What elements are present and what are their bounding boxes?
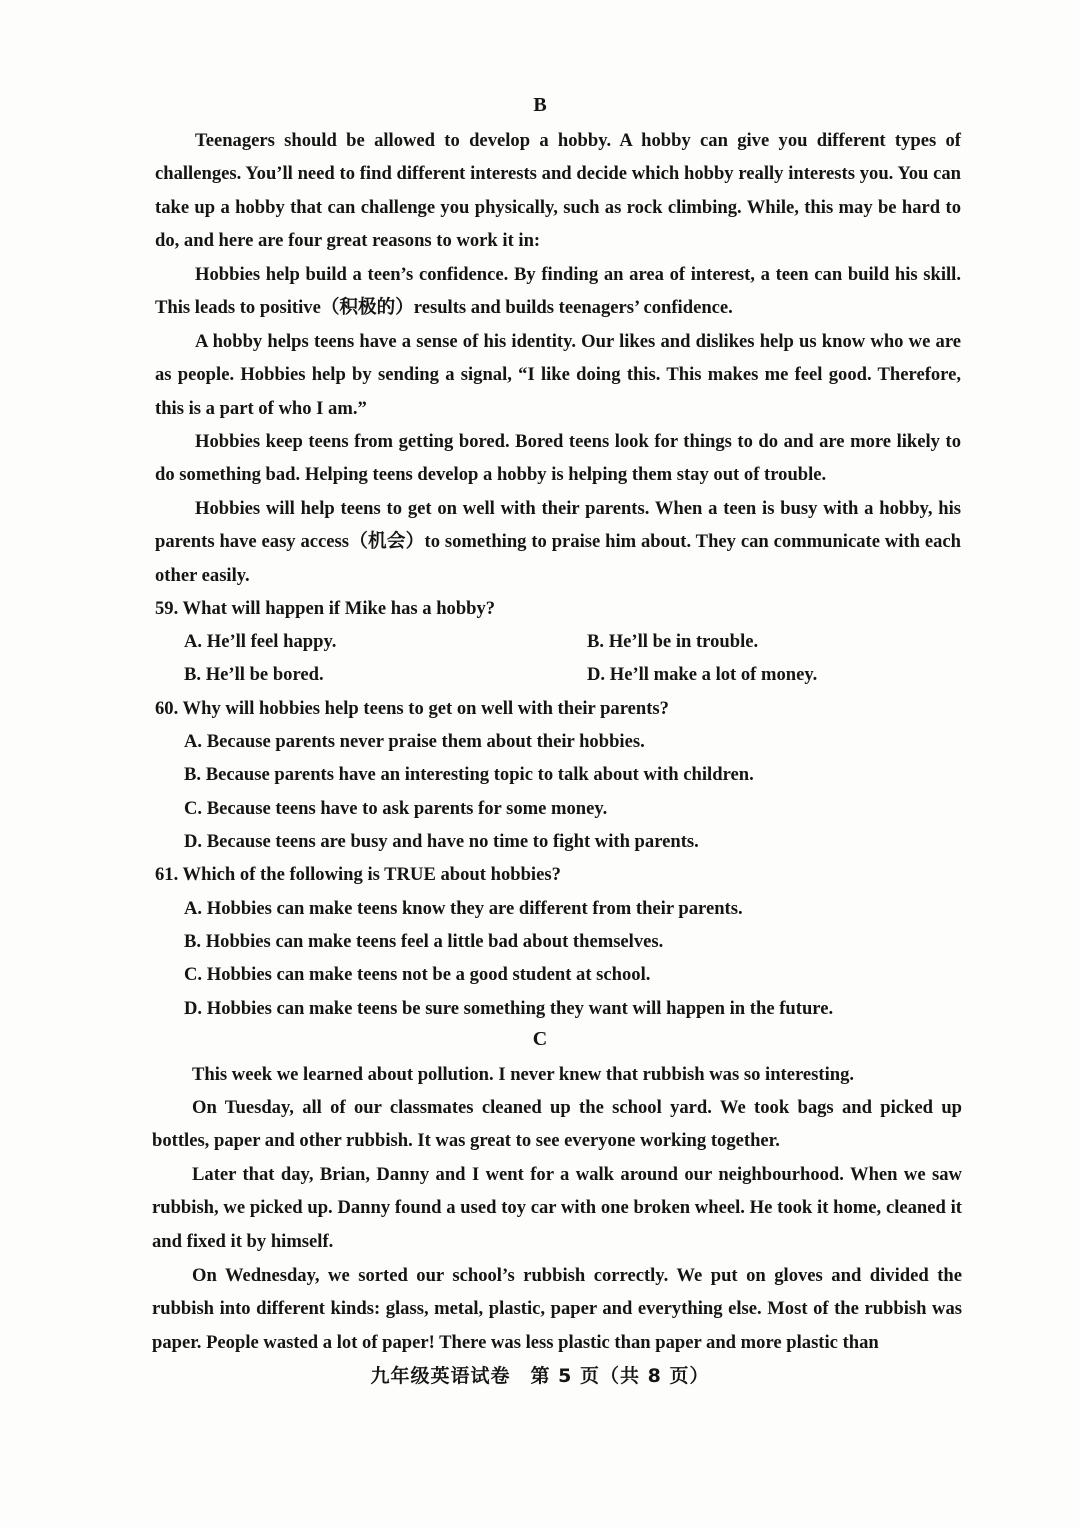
- question-60-stem: 60. Why will hobbies help teens to get on well with their parents?: [155, 698, 669, 719]
- question-61-option-d: D. Hobbies can make teens be sure something they want will happen in the future.: [184, 998, 834, 1019]
- question-61-option-a: A. Hobbies can make teens know they are different from their parents.: [184, 898, 743, 919]
- section-b-title: B: [533, 94, 547, 116]
- question-59-option-b-second: B. He’ll be bored.: [184, 664, 324, 685]
- section-b-paragraph-1: Teenagers should be allowed to develop a hobby. A hobby can give you different types of challenges. You’ll need to find different interests and decide which hobby really interests you. You can take up a hobby that can challenge you physically, such as rock climbing. While, this may be hard to do, and here are four great reasons to work it in:: [155, 130, 961, 252]
- question-59-option-d: D. He’ll make a lot of money.: [587, 664, 818, 685]
- section-c-paragraph-4: On Wednesday, we sorted our school’s rubbish correctly. We put on gloves and divided the rubbish into different kinds: glass, metal, plastic, paper and everything else. Most of the rubbish was paper. People wasted a lot of paper! There was less plastic than paper and more plastic than: [152, 1265, 962, 1353]
- question-60-option-c: C. Because teens have to ask parents for some money.: [184, 798, 608, 819]
- section-c-paragraph-3: Later that day, Brian, Danny and I went for a walk around our neighbourhood. When we saw rubbish, we picked up. Danny found a used toy car with one broken wheel. He took it home, cleaned it and fixed it by himself.: [152, 1164, 962, 1252]
- question-61-stem: 61. Which of the following is TRUE about hobbies?: [155, 864, 561, 885]
- question-60-option-a: A. Because parents never praise them about their hobbies.: [184, 731, 645, 752]
- question-60-option-b: B. Because parents have an interesting topic to talk about with children.: [184, 764, 754, 785]
- section-c-paragraph-2: On Tuesday, all of our classmates cleaned up the school yard. We took bags and picked up bottles, paper and other rubbish. It was great to see everyone working together.: [152, 1097, 962, 1152]
- question-61-option-b: B. Hobbies can make teens feel a little bad about themselves.: [184, 931, 664, 952]
- section-b-paragraph-2: Hobbies help build a teen’s confidence. By finding an area of interest, a teen can build his skill. This leads to positive（积极的）results and builds teenagers’ confidence.: [155, 264, 961, 319]
- question-59-option-b-first: B. He’ll be in trouble.: [587, 631, 759, 652]
- section-b-paragraph-4: Hobbies keep teens from getting bored. Bored teens look for things to do and are more likely to do something bad. Helping teens develop a hobby is helping them stay out of trouble.: [155, 431, 961, 486]
- section-c-paragraph-1: This week we learned about pollution. I never knew that rubbish was so interesting.: [192, 1064, 855, 1085]
- question-60-option-d: D. Because teens are busy and have no time to fight with parents.: [184, 831, 699, 852]
- question-59-option-a: A. He’ll feel happy.: [184, 631, 337, 652]
- page-footer: 九年级英语试卷 第 5 页（共 8 页）: [370, 1365, 710, 1387]
- section-c-title: C: [532, 1028, 548, 1050]
- question-61-option-c: C. Hobbies can make teens not be a good student at school.: [184, 964, 651, 985]
- section-b-paragraph-3: A hobby helps teens have a sense of his identity. Our likes and dislikes help us know who we are as people. Hobbies help by sending a signal, “I like doing this. This makes me feel good. Therefore, this is a part of who I am.”: [155, 331, 961, 419]
- section-b-paragraph-5: Hobbies will help teens to get on well with their parents. When a teen is busy with a hobby, his parents have easy access（机会）to something to praise him about. They can communicate with each other easily.: [155, 498, 961, 586]
- question-59-stem: 59. What will happen if Mike has a hobby?: [155, 598, 496, 619]
